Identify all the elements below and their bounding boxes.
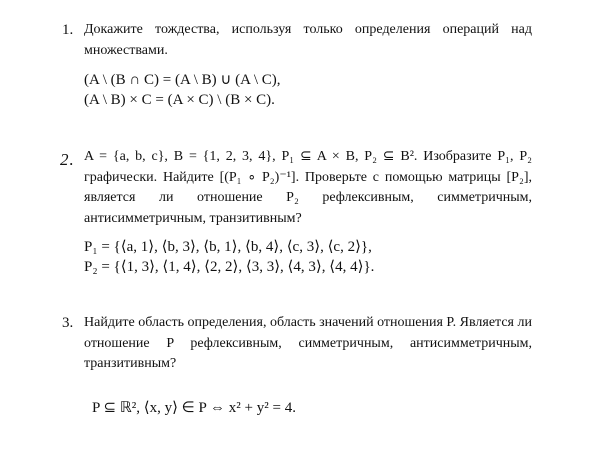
formula-line: P₁ = {⟨a, 1⟩, ⟨b, 3⟩, ⟨b, 1⟩, ⟨b, 4⟩, ⟨c, 3⟩, ⟨c, 2⟩}, [84,239,372,256]
problem-text: A = {a, b, c}, B = {1, 2, 3, 4}, P₁ ⊆ A × B, P₂ ⊆ B². Изобразите P₁, P₂ графически. Найдите [(P₁ ∘ P₂)⁻¹]. Проверьте с помощью матрицы [P₂], является ли отношение P₂ рефлексивным, симметричным, антисимметричным, транзитивным? [84,149,532,226]
problem-number: 1. [62,22,74,38]
problem-number: 3. [62,315,74,331]
formula-line: P ⊆ ℝ², ⟨x, y⟩ ∈ P ⇔ x² + y² = 4. [92,399,296,416]
problem-2 [62,147,532,277]
problem-number: 2. [60,150,75,169]
formula-line: P₂ = {⟨1, 3⟩, ⟨1, 4⟩, ⟨2, 2⟩, ⟨3, 3⟩, ⟨4, 3⟩, ⟨4, 4⟩}. [84,259,375,276]
problem-text: Найдите область определения, область значений отношения P. Является ли отношение P рефлексивным, симметричным, антисимметричным, транзитивным? [84,315,532,372]
problem-1 [62,20,532,110]
problem-3 [62,313,532,418]
formula-line: (A \ (B ∩ C) = (A \ B) ∪ (A \ C), [84,72,281,89]
formula-line: (A \ B) × C = (A × C) \ (B × C). [84,92,275,109]
problem-text: Докажите тождества, используя только определения операций над множествами. [84,22,532,58]
